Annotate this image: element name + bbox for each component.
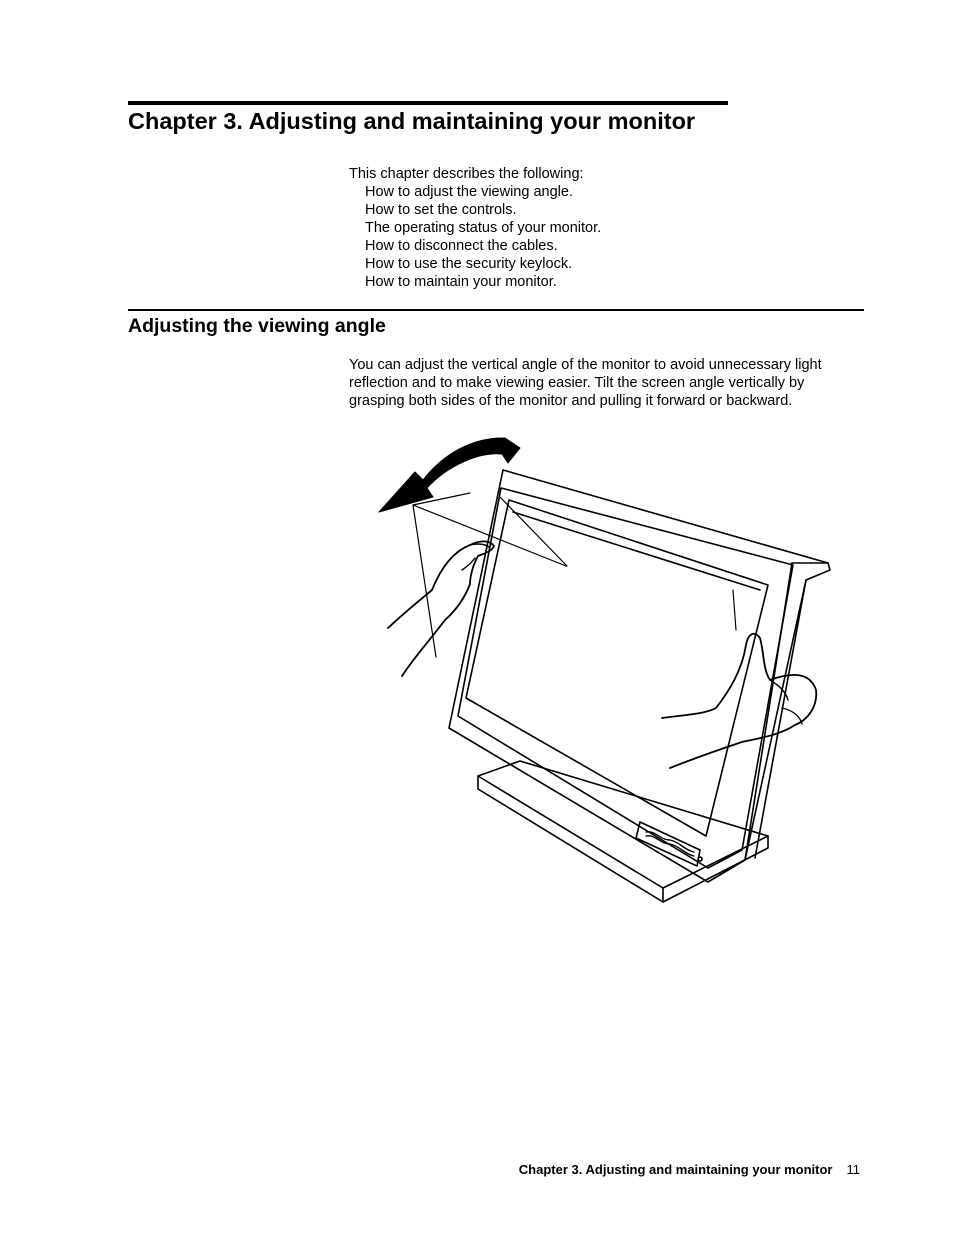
- page-footer: [519, 1161, 860, 1179]
- section-title: Adjusting the viewing angle: [128, 315, 386, 337]
- body-line: grasping both sides of the monitor and pulling it forward or backward.: [349, 393, 793, 409]
- body-line: You can adjust the vertical angle of the monitor to avoid unnecessary light: [349, 357, 822, 373]
- section-rule: [128, 309, 864, 311]
- intro-list-item: How to use the security keylock.: [365, 256, 573, 272]
- page-number: 11: [846, 1162, 860, 1177]
- body-line: reflection and to make viewing easier. Tilt the screen angle vertically by: [349, 375, 805, 391]
- intro-block: [349, 165, 601, 291]
- monitor-screen: [466, 500, 768, 836]
- chapter-title: Chapter 3. Adjusting and maintaining your monitor: [128, 108, 696, 134]
- footer-chapter-title: Chapter 3. Adjusting and maintaining your monitor: [518, 1162, 833, 1177]
- intro-lead: This chapter describes the following:: [349, 166, 584, 182]
- intro-list-item: How to adjust the viewing angle.: [365, 184, 573, 200]
- monitor-tilt-illustration: [370, 430, 840, 910]
- intro-list-item: How to maintain your monitor.: [365, 274, 557, 290]
- intro-list-item: How to set the controls.: [365, 202, 517, 218]
- intro-list-item: How to disconnect the cables.: [365, 238, 558, 254]
- intro-list: [349, 183, 601, 291]
- section-body: [349, 356, 869, 410]
- intro-list-item: The operating status of your monitor.: [365, 220, 602, 236]
